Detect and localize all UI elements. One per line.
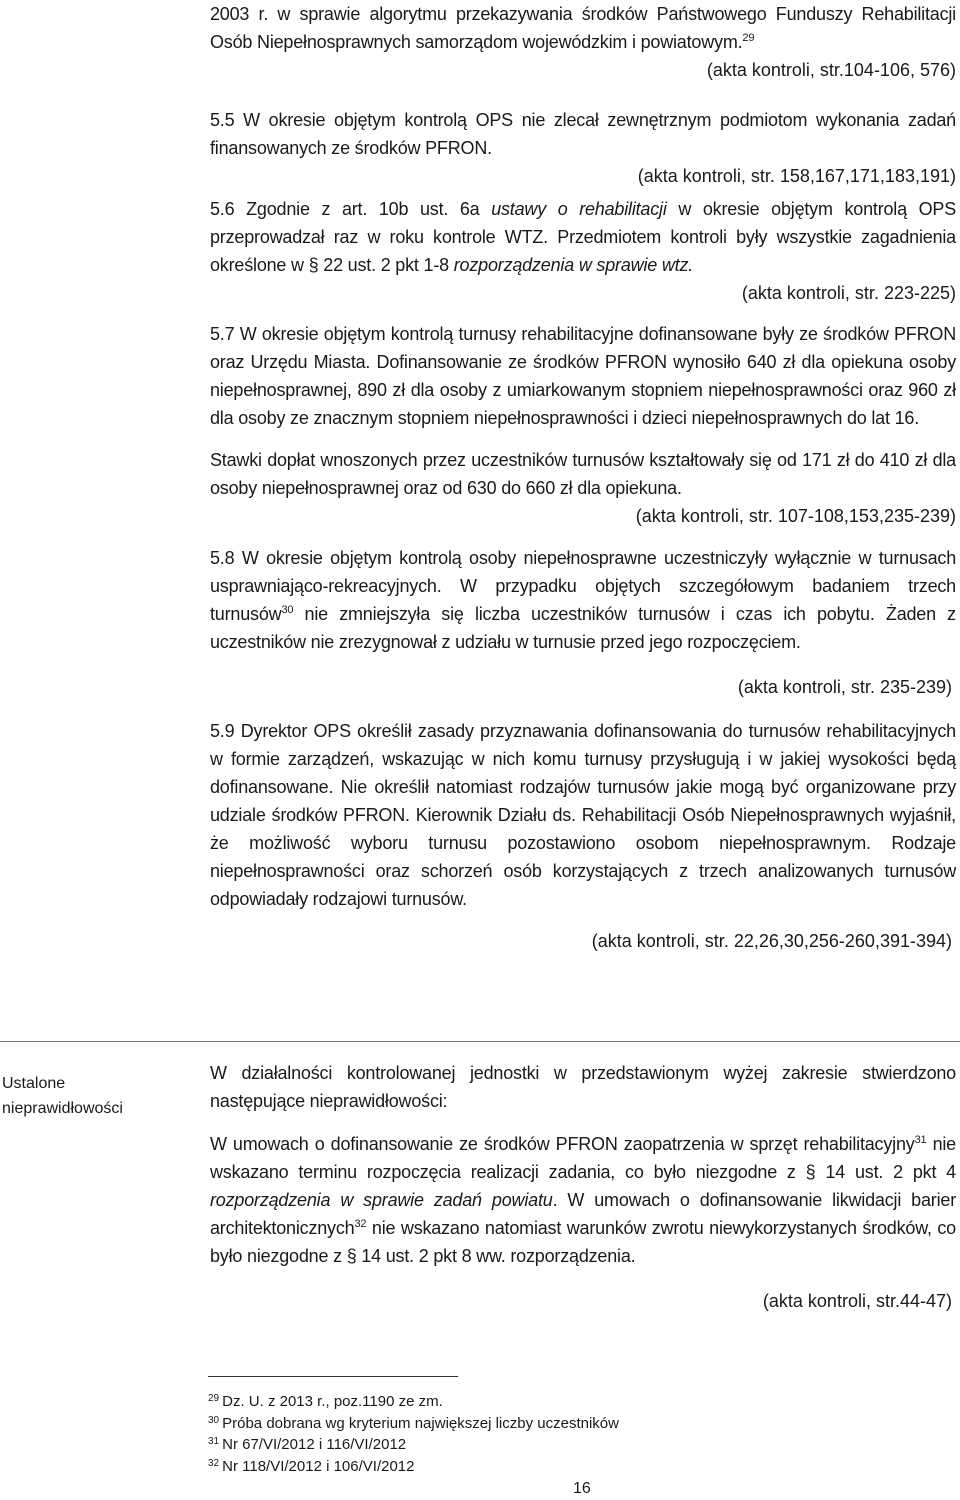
- footnote-text: Próba dobrana wg kryterium największej liczby uczestników: [222, 1414, 619, 1432]
- footnote-29: [208, 1391, 619, 1413]
- act-name-italic: ustawy o rehabilitacji: [491, 199, 667, 219]
- section-5-8: [210, 544, 956, 656]
- sidebar-label: [2, 1071, 152, 1121]
- reference-5-5: (akta kontroli, str. 158,167,171,183,191): [637, 166, 956, 186]
- footnote-mark: 30: [208, 1414, 220, 1426]
- footnote-32: [208, 1456, 619, 1478]
- reference-top: (akta kontroli, str.104-106, 576): [706, 60, 956, 80]
- footnote-ref-32[interactable]: 32: [354, 1218, 367, 1230]
- regulation-name-italic: rozporządzenia w sprawie wtz.: [453, 255, 694, 275]
- section-divider: [0, 1041, 960, 1042]
- footnotes: [208, 1391, 619, 1477]
- irregularities-body: [210, 1130, 956, 1270]
- reference-5-8: (akta kontroli, str. 235-239): [737, 677, 952, 697]
- irregularities-text-b: nie wskazano terminu rozpoczęcia realizacji zadania, co było niezgodne z § 14 ust. 2 pkt 4: [210, 1134, 956, 1182]
- footnote-text: Nr 67/VI/2012 i 116/VI/2012: [222, 1436, 407, 1453]
- footnote-mark: 32: [208, 1457, 220, 1469]
- footnote-30: [208, 1413, 619, 1435]
- section-5-8-text-a: 5.8 W okresie objętym kontrolą osoby niepełnosprawne uczestniczyły wyłącznie w turnusach usprawniająco-rekreacyjnych. W przypadku objętych szczegółowym badaniem trzech turnusów: [210, 548, 956, 624]
- section-5-6-text-a: 5.6 Zgodnie z art. 10b ust. 6a: [210, 199, 492, 219]
- footnote-text: Nr 118/VI/2012 i 106/VI/2012: [222, 1457, 415, 1475]
- reference-5-6: (akta kontroli, str. 223-225): [741, 283, 956, 303]
- main-content: [210, 0, 956, 955]
- irregularities-text-c: . W umowach o dofinansowanie likwidacji barier architektonicznych: [210, 1190, 956, 1238]
- footnote-text: Dz. U. z 2013 r., poz.1190 ze zm.: [222, 1393, 443, 1410]
- section-5-9: 5.9 Dyrektor OPS określił zasady przyznawania dofinansowania do turnusów rehabilitacyjnych w formie zarządzeń, wskazując w nich komu turnusy przysługują i w jakiej wysokości będą dofinansowane. Nie określił natomiast rodzajów turnusów jakie mogą być organizowane przy udziale środków PFRON. Kierownik Działu ds. Rehabilitacji Osób Niepełnosprawnych wyjaśnił, że możliwość wyboru turnusu pozostawiono osobom niepełnosprawnym. Rodzaje niepełnosprawności oraz schorzeń osób korzystających z trzech analizowanych turnusów odpowiadały rodzajowi turnusów.: [210, 721, 956, 909]
- section-5-7: 5.7 W okresie objętym kontrolą turnusy rehabilitacyjne dofinansowane były ze środków PFRON oraz Urzędu Miasta. Dofinansowanie ze środków PFRON wynosiło 640 zł dla opiekuna osoby niepełnosprawnej, 890 zł dla osoby z umiarkowanym stopniem niepełnosprawności oraz 960 zł dla osoby ze znacznym stopniem niepełnosprawności i dzieci niepełnosprawnych do lat 16.: [210, 324, 956, 428]
- reference-irregularities: (akta kontroli, str.44-47): [762, 1291, 952, 1311]
- section-5-6: [210, 195, 956, 279]
- footnote-mark: 31: [208, 1436, 220, 1447]
- irregularities-section: [210, 1059, 956, 1315]
- footnote-ref-30[interactable]: 30: [281, 604, 294, 616]
- regulation-name-italic-2: rozporządzenia w sprawie zadań powiatu: [210, 1190, 553, 1210]
- footnote-divider: [208, 1376, 458, 1377]
- section-5-5: 5.5 W okresie objętym kontrolą OPS nie zlecał zewnętrznym podmiotom wykonania zadań finansowanych ze środków PFRON.: [210, 110, 956, 158]
- irregularities-text-a: W umowach o dofinansowanie ze środków PFRON zaopatrzenia w sprzęt rehabilitacyjny: [210, 1134, 915, 1154]
- section-5-7-rates: Stawki dopłat wnoszonych przez uczestników turnusów kształtowały się od 171 zł do 410 zł dla osoby niepełnosprawnej oraz od 630 do 660 zł dla opiekuna.: [210, 450, 956, 498]
- section-5-8-text-b: nie zmniejszyła się liczba uczestników turnusów i czas ich pobytu. Żaden z uczestników nie zrezygnował z udziału w turnusie przed jego rozpoczęciem.: [210, 604, 956, 652]
- irregularities-text-d: nie wskazano natomiast warunków zwrotu niewykorzystanych środków, co było niezgodne z § 14 ust. 2 pkt 8 ww. rozporządzenia.: [210, 1218, 956, 1266]
- irregularities-intro: W działalności kontrolowanej jednostki w przedstawionym wyżej zakresie stwierdzono następujące nieprawidłowości:: [210, 1063, 956, 1111]
- footnote-ref-29[interactable]: 29: [742, 32, 755, 44]
- reference-5-9: (akta kontroli, str. 22,26,30,256-260,391-394): [591, 931, 952, 951]
- section-5-6-text-b: w okresie objętym kontrolą OPS przeprowadzał raz w roku kontrole WTZ. Przedmiotem kontroli były wszystkie zagadnienia określone w § 22 ust. 2 pkt 1-8: [210, 199, 957, 275]
- footnote-ref-31[interactable]: 31: [914, 1134, 927, 1146]
- footnote-mark: 29: [208, 1393, 220, 1404]
- top-paragraph: [210, 0, 956, 56]
- top-paragraph-text: 2003 r. w sprawie algorytmu przekazywania środków Państwowego Funduszy Rehabilitacji Osób Niepełnosprawnych samorządom wojewódzkim i powiatowym.: [210, 4, 956, 52]
- reference-5-7: (akta kontroli, str. 107-108,153,235-239): [635, 506, 956, 526]
- page-number: 16: [573, 1480, 591, 1497]
- sidebar-label-line1: Ustalone: [2, 1075, 66, 1092]
- sidebar-label-line2: nieprawidłowości: [2, 1100, 123, 1117]
- footnote-31: [208, 1434, 619, 1456]
